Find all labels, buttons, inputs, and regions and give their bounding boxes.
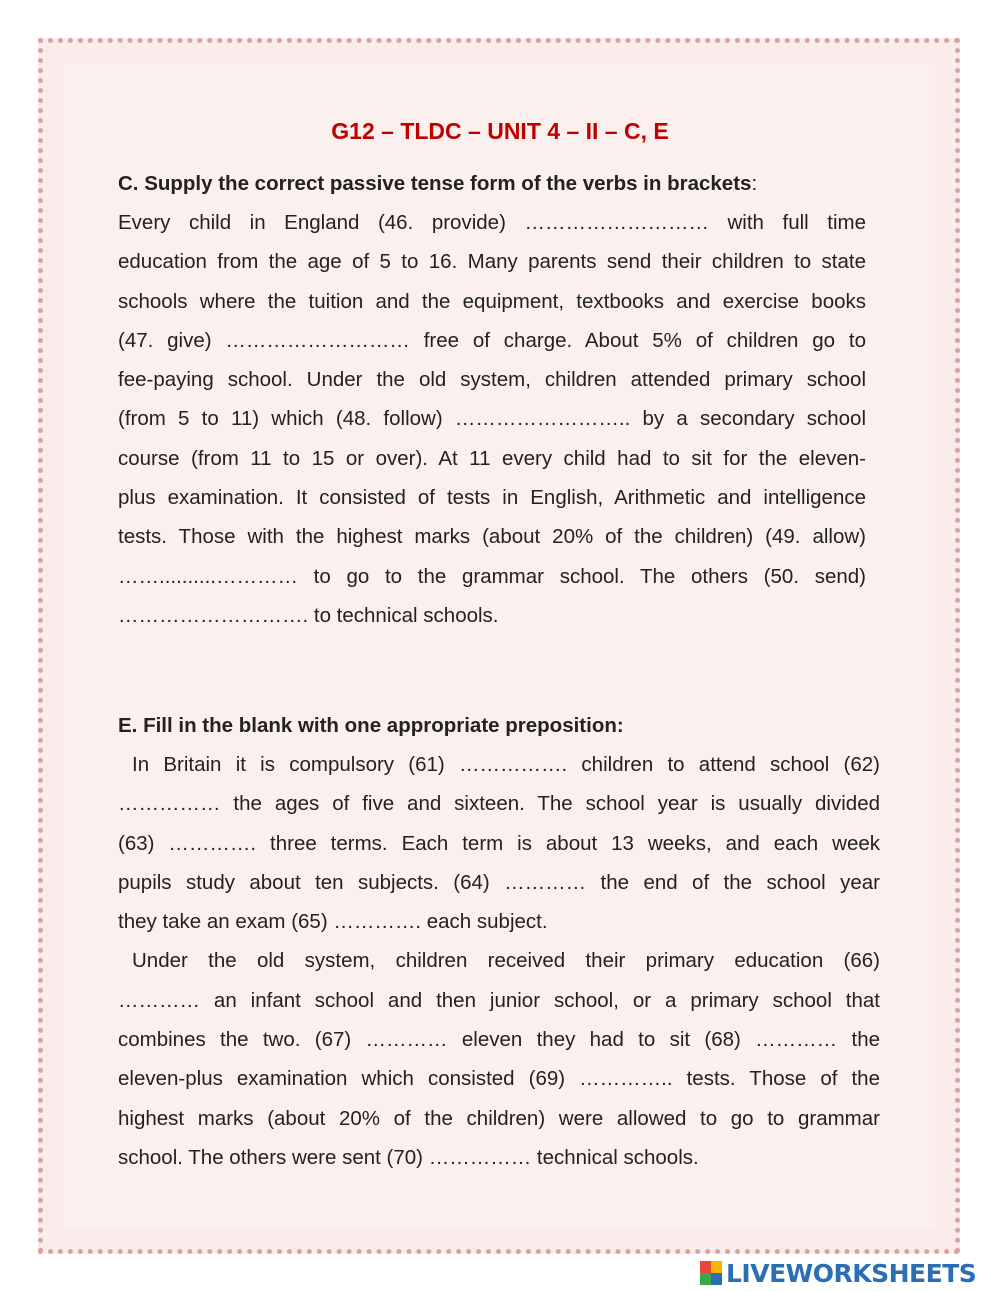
section-c-heading (118, 164, 866, 203)
section-c-line: fee-paying school. Under the old system, children attended primary school (118, 368, 866, 392)
section-e-line: eleven-plus examination which consisted (69) ………….. tests. Those of the (118, 1067, 880, 1091)
section-c-line: schools where the tuition and the equipment, textbooks and exercise books (118, 289, 866, 313)
liveworksheets-logo-icon (700, 1261, 722, 1285)
section-e-line: In Britain it is compulsory (61) ……………. children to attend school (62) (132, 753, 880, 776)
section-c (118, 164, 866, 635)
section-e-heading: E. Fill in the blank with one appropriate preposition: (118, 714, 624, 737)
section-e-line: they take an exam (65) …………. each subject. (118, 910, 548, 934)
liveworksheets-logo-text: LIVEWORKSHEETS (726, 1258, 977, 1288)
section-c-line: Every child in England (46. provide) ……………………… with full time (118, 211, 866, 234)
section-e-line: highest marks (about 20% of the children) were allowed to go to grammar (118, 1106, 880, 1130)
section-c-line: course (from 11 to 15 or over). At 11 every child had to sit for the eleven- (118, 446, 866, 470)
section-e-line: pupils study about ten subjects. (64) ………… the end of the school year (118, 870, 880, 894)
section-c-line: plus examination. It consisted of tests in English, Arithmetic and intelligence (118, 486, 866, 510)
section-e (118, 706, 880, 1177)
section-c-heading-colon: : (751, 172, 758, 195)
section-e-line: (63) …………. three terms. Each term is about 13 weeks, and each week (118, 831, 880, 855)
section-c-line: ………………………. to technical schools. (118, 603, 499, 627)
section-e-line: ………… an infant school and then junior school, or a primary school that (118, 988, 880, 1012)
page-title: G12 – TLDC – UNIT 4 – II – C, E (331, 118, 669, 144)
section-e-line: school. The others were sent (70) …………… technical schools. (118, 1145, 699, 1169)
section-e-line: Under the old system, children received their primary education (66) (132, 949, 880, 973)
section-c-line: education from the age of 5 to 16. Many parents send their children to state (118, 250, 866, 274)
section-c-line: ……..........………… to go to the grammar school. The others (50. send) (118, 564, 866, 588)
section-e-line: …………… the ages of five and sixteen. The school year is usually divided (118, 792, 880, 816)
section-c-line: (from 5 to 11) which (48. follow) …………………….. by a secondary school (118, 407, 866, 431)
section-c-line: tests. Those with the highest marks (about 20% of the children) (49. allow) (118, 525, 866, 549)
section-e-line: combines the two. (67) ………… eleven they had to sit (68) ………… the (118, 1028, 880, 1052)
section-c-heading-bold: C. Supply the correct passive tense form of the verbs in brackets (118, 172, 752, 195)
section-c-line: (47. give) ……………………… free of charge. About 5% of children go to (118, 328, 866, 352)
liveworksheets-logo[interactable] (700, 1258, 976, 1288)
